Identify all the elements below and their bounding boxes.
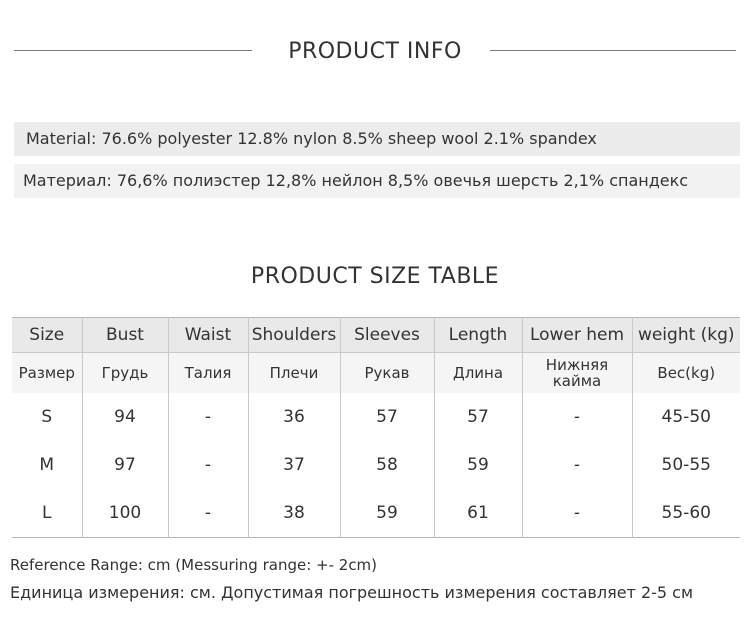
cell-size: L	[12, 489, 82, 538]
header-ru-length: Длина	[434, 353, 522, 394]
cell-bust: 100	[82, 489, 168, 538]
cell-size: M	[12, 441, 82, 489]
cell-length: 59	[434, 441, 522, 489]
size-table-header-en	[12, 318, 740, 353]
header-bust: Bust	[82, 318, 168, 353]
cell-waist: -	[168, 441, 248, 489]
cell-size: S	[12, 393, 82, 441]
header-ru-weight: Вес(kg)	[632, 353, 740, 394]
header-ru-shoulders: Плечи	[248, 353, 340, 394]
cell-lower-hem: -	[522, 393, 632, 441]
cell-sleeves: 59	[340, 489, 434, 538]
material-en-row: Material: 76.6% polyester 12.8% nylon 8.5% sheep wool 2.1% spandex	[14, 122, 740, 156]
header-ru-bust: Грудь	[82, 353, 168, 394]
table-row	[12, 489, 740, 538]
cell-weight: 55-60	[661, 503, 711, 523]
cell-sleeves: 58	[340, 441, 434, 489]
cell-length: 57	[434, 393, 522, 441]
cell-weight: 45-50	[661, 407, 711, 427]
cell-weight: 50-55	[661, 455, 711, 475]
header-sleeves: Sleeves	[340, 318, 434, 353]
product-info-title: PRODUCT INFO	[288, 39, 462, 64]
cell-shoulders: 36	[248, 393, 340, 441]
size-table-title: PRODUCT SIZE TABLE	[250, 264, 500, 289]
size-table	[12, 317, 740, 538]
header-shoulders: Shoulders	[248, 318, 340, 353]
header-lower-hem: Lower hem	[522, 318, 632, 353]
measurement-unit-note: Единица измерения: см. Допустимая погрешность измерения составляет 2-5 см	[10, 583, 694, 602]
header-weight: weight (kg)	[632, 318, 740, 353]
header-ru-sleeves: Рукав	[340, 353, 434, 394]
header-ru-size: Размер	[12, 353, 82, 394]
cell-lower-hem: -	[522, 489, 632, 538]
cell-shoulders: 37	[248, 441, 340, 489]
header-length: Length	[434, 318, 522, 353]
material-ru-row: Материал: 76,6% полиэстер 12,8% нейлон 8,5% овечья шерсть 2,1% спандекс	[14, 164, 740, 198]
cell-waist: -	[168, 489, 248, 538]
header-size: Size	[12, 318, 82, 353]
cell-bust: 97	[82, 441, 168, 489]
cell-shoulders: 38	[248, 489, 340, 538]
cell-lower-hem: -	[522, 441, 632, 489]
table-row	[12, 393, 740, 441]
header-ru-waist: Талия	[168, 353, 248, 394]
header-waist: Waist	[168, 318, 248, 353]
cell-sleeves: 57	[340, 393, 434, 441]
cell-waist: -	[168, 393, 248, 441]
size-table-header-ru	[12, 353, 740, 394]
header-ru-lower-hem: Нижняя кайма	[522, 353, 632, 394]
cell-bust: 94	[82, 393, 168, 441]
table-row	[12, 441, 740, 489]
cell-length: 61	[434, 489, 522, 538]
reference-range-note: Reference Range: cm (Messuring range: +- 2cm)	[10, 556, 378, 574]
